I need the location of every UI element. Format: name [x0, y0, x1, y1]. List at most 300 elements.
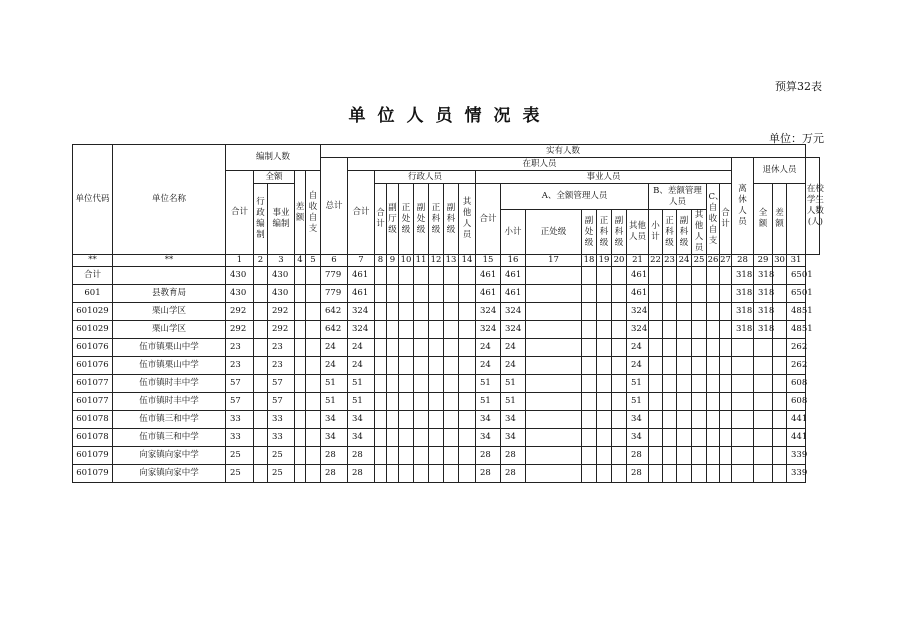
unit-name-cell: 向家镇向家中学	[113, 447, 226, 465]
value-cell	[526, 357, 582, 375]
value-cell	[375, 447, 387, 465]
value-cell: 461	[501, 285, 526, 303]
value-cell: 642	[321, 303, 348, 321]
value-cell	[707, 357, 720, 375]
value-cell	[399, 285, 414, 303]
value-cell	[677, 465, 692, 483]
value-cell	[677, 303, 692, 321]
value-cell	[582, 321, 597, 339]
table-row	[73, 411, 820, 429]
header-shiye: 事业人员	[476, 171, 732, 184]
value-cell: 51	[501, 393, 526, 411]
value-cell	[306, 267, 321, 285]
value-cell	[429, 285, 444, 303]
value-cell	[306, 465, 321, 483]
value-cell: 24	[627, 339, 649, 357]
value-cell	[582, 393, 597, 411]
unit-code-cell: 601077	[73, 393, 113, 411]
value-cell	[459, 267, 476, 285]
value-cell: 33	[268, 411, 295, 429]
value-cell	[582, 357, 597, 375]
value-cell	[663, 375, 677, 393]
header-bz-self: 自收自支	[306, 171, 321, 255]
value-cell	[732, 375, 754, 393]
table-row	[73, 321, 820, 339]
header-tuixiu: 退休人员	[754, 158, 806, 184]
value-cell: 24	[321, 339, 348, 357]
value-cell: 339	[787, 447, 806, 465]
unit-name-cell: 向家镇向家中学	[113, 465, 226, 483]
value-cell	[720, 339, 732, 357]
unit-name-cell: 伍市镇时丰中学	[113, 375, 226, 393]
value-cell: 292	[268, 303, 295, 321]
value-cell: 461	[348, 285, 375, 303]
header-bz-full: 全额	[254, 171, 295, 184]
value-cell	[399, 357, 414, 375]
value-cell	[707, 429, 720, 447]
index-cell: 3	[268, 255, 295, 267]
header-quane-mgmt: A、全额管理人员	[501, 184, 649, 210]
value-cell: 28	[476, 465, 501, 483]
value-cell	[649, 285, 663, 303]
value-cell	[597, 285, 612, 303]
table-row	[73, 375, 820, 393]
value-cell	[582, 303, 597, 321]
value-cell	[597, 393, 612, 411]
value-cell	[707, 321, 720, 339]
value-cell	[444, 303, 459, 321]
header-xz-fuchu: 副处级	[414, 184, 429, 255]
value-cell	[612, 411, 627, 429]
value-cell	[375, 429, 387, 447]
value-cell	[429, 429, 444, 447]
value-cell: 34	[627, 411, 649, 429]
value-cell	[295, 375, 306, 393]
value-cell	[526, 339, 582, 357]
header-tx-total: 合计	[720, 184, 732, 255]
value-cell	[306, 447, 321, 465]
value-cell	[597, 321, 612, 339]
form-code: 预算32表	[775, 80, 822, 93]
header-students: 在校学生人数(人)	[806, 158, 820, 255]
value-cell	[444, 465, 459, 483]
value-cell: 57	[268, 375, 295, 393]
header-unit-code: 单位代码	[73, 145, 113, 255]
value-cell	[773, 429, 787, 447]
value-cell	[582, 411, 597, 429]
value-cell	[597, 465, 612, 483]
header-qa-zhengke: 正科级	[597, 210, 612, 255]
value-cell	[612, 285, 627, 303]
value-cell	[399, 393, 414, 411]
table-row	[73, 393, 820, 411]
value-cell	[429, 303, 444, 321]
value-cell	[692, 411, 707, 429]
value-cell	[387, 267, 399, 285]
value-cell	[582, 339, 597, 357]
value-cell	[773, 375, 787, 393]
value-cell	[306, 429, 321, 447]
unit-code-cell: 601077	[73, 375, 113, 393]
value-cell	[444, 357, 459, 375]
index-cell: 11	[414, 255, 429, 267]
index-cell: 23	[664, 255, 675, 265]
value-cell: 57	[268, 393, 295, 411]
index-cell: 8	[375, 255, 387, 267]
value-cell	[692, 339, 707, 357]
table-row	[73, 429, 820, 447]
value-cell: 262	[787, 357, 806, 375]
header-ce-sub: 小计	[649, 210, 663, 255]
value-cell: 461	[476, 285, 501, 303]
value-cell: 23	[226, 339, 254, 357]
table-row	[73, 339, 820, 357]
value-cell: 51	[348, 393, 375, 411]
unit-note: 单位：万元	[769, 132, 824, 145]
value-cell: 608	[787, 375, 806, 393]
header-tx-full: 全额	[754, 184, 773, 255]
value-cell: 28	[501, 465, 526, 483]
value-cell	[597, 375, 612, 393]
report-title: 单位人员情况表	[348, 106, 552, 126]
value-cell: 25	[226, 465, 254, 483]
value-cell	[720, 285, 732, 303]
table-header	[73, 145, 824, 255]
value-cell	[692, 465, 707, 483]
value-cell	[773, 303, 787, 321]
header-qa-other: 其他人员	[627, 210, 649, 255]
value-cell	[459, 357, 476, 375]
value-cell	[597, 339, 612, 357]
value-cell	[707, 303, 720, 321]
value-cell	[444, 321, 459, 339]
value-cell	[677, 393, 692, 411]
value-cell: 24	[501, 339, 526, 357]
value-cell: 28	[627, 465, 649, 483]
header-qa-fuke: 副科级	[612, 210, 627, 255]
value-cell	[732, 429, 754, 447]
value-cell	[707, 285, 720, 303]
value-cell	[732, 447, 754, 465]
value-cell	[414, 303, 429, 321]
value-cell	[720, 357, 732, 375]
value-cell	[254, 321, 268, 339]
index-cell: 18	[582, 255, 597, 267]
value-cell	[773, 393, 787, 411]
value-cell	[387, 303, 399, 321]
header-bz-shiye: 事业编制	[268, 184, 295, 255]
value-cell	[754, 447, 773, 465]
value-cell: 51	[348, 375, 375, 393]
value-cell	[254, 267, 268, 285]
value-cell	[429, 393, 444, 411]
value-cell	[444, 267, 459, 285]
header-tx-diff: 差额	[773, 184, 787, 255]
unit-name-cell: 县教育局	[113, 285, 226, 303]
value-cell	[429, 357, 444, 375]
unit-name-cell: 伍市镇三和中学	[113, 429, 226, 447]
value-cell	[754, 357, 773, 375]
value-cell: 51	[627, 393, 649, 411]
index-cell: 22	[650, 255, 661, 265]
value-cell	[649, 411, 663, 429]
header-xz-futing: 副厅级	[387, 184, 399, 255]
value-cell: 34	[476, 411, 501, 429]
value-cell	[295, 429, 306, 447]
index-cell: 7	[348, 255, 375, 267]
value-cell: 34	[501, 429, 526, 447]
value-cell	[387, 321, 399, 339]
header-xz-other: 其他人员	[459, 184, 476, 255]
value-cell	[375, 285, 387, 303]
index-cell: 14	[459, 255, 476, 267]
unit-code-cell: 601079	[73, 465, 113, 483]
value-cell	[720, 393, 732, 411]
value-cell	[459, 447, 476, 465]
value-cell	[649, 393, 663, 411]
header-unit-name: 单位名称	[113, 145, 226, 255]
index-cell: 28	[732, 255, 754, 267]
value-cell: 24	[476, 357, 501, 375]
unit-name-cell: 伍市镇时丰中学	[113, 393, 226, 411]
value-cell	[663, 393, 677, 411]
value-cell	[692, 447, 707, 465]
value-cell: 28	[627, 447, 649, 465]
value-cell	[387, 465, 399, 483]
value-cell: 23	[268, 339, 295, 357]
value-cell	[707, 339, 720, 357]
value-cell: 24	[627, 357, 649, 375]
value-cell	[459, 321, 476, 339]
value-cell	[306, 411, 321, 429]
value-cell: 292	[226, 303, 254, 321]
value-cell	[773, 267, 787, 285]
header-bz-diff: 差额	[295, 171, 306, 255]
column-index-row	[73, 255, 820, 267]
value-cell	[414, 447, 429, 465]
value-cell	[399, 411, 414, 429]
value-cell: 324	[627, 303, 649, 321]
header-qa-zhengchu: 正处级	[526, 210, 582, 255]
value-cell: 28	[348, 465, 375, 483]
value-cell	[254, 375, 268, 393]
value-cell	[773, 357, 787, 375]
value-cell: 292	[226, 321, 254, 339]
index-cell: 1	[226, 255, 254, 267]
value-cell	[649, 339, 663, 357]
value-cell	[375, 393, 387, 411]
value-cell	[663, 429, 677, 447]
value-cell: 292	[268, 321, 295, 339]
value-cell	[720, 267, 732, 285]
value-cell	[429, 321, 444, 339]
personnel-table	[72, 144, 824, 483]
value-cell	[254, 303, 268, 321]
value-cell	[414, 285, 429, 303]
value-cell	[649, 465, 663, 483]
value-cell	[375, 321, 387, 339]
value-cell: 34	[321, 429, 348, 447]
table-row	[73, 447, 820, 465]
value-cell	[649, 303, 663, 321]
value-cell	[649, 375, 663, 393]
value-cell: 324	[348, 321, 375, 339]
value-cell	[707, 447, 720, 465]
value-cell	[707, 411, 720, 429]
value-cell: 24	[476, 339, 501, 357]
header-xz-zhengchu: 正处级	[399, 184, 414, 255]
value-cell	[677, 285, 692, 303]
value-cell	[429, 447, 444, 465]
value-cell	[663, 303, 677, 321]
index-cell: 16	[501, 255, 526, 267]
value-cell	[295, 411, 306, 429]
value-cell	[677, 375, 692, 393]
value-cell	[254, 429, 268, 447]
value-cell	[459, 411, 476, 429]
value-cell	[254, 465, 268, 483]
value-cell: 461	[627, 285, 649, 303]
index-cell: 25	[692, 255, 707, 267]
value-cell	[663, 447, 677, 465]
value-cell	[612, 267, 627, 285]
unit-name-cell: 伍市镇栗山中学	[113, 357, 226, 375]
value-cell	[612, 447, 627, 465]
unit-name-cell: 栗山学区	[113, 303, 226, 321]
value-cell	[582, 267, 597, 285]
value-cell	[707, 375, 720, 393]
value-cell	[375, 357, 387, 375]
value-cell	[663, 465, 677, 483]
value-cell: 430	[226, 267, 254, 285]
table-row	[73, 465, 820, 483]
header-bianzhi: 编制人数	[226, 145, 321, 171]
value-cell	[663, 357, 677, 375]
value-cell	[387, 429, 399, 447]
index-cell: 6	[321, 255, 348, 267]
header-xz-fuke: 副科级	[444, 184, 459, 255]
value-cell: 324	[476, 303, 501, 321]
value-cell: 28	[321, 447, 348, 465]
value-cell: 4851	[787, 303, 806, 321]
value-cell: 318	[754, 303, 773, 321]
value-cell: 33	[226, 411, 254, 429]
index-cell: 30	[774, 255, 785, 265]
value-cell: 24	[348, 339, 375, 357]
value-cell	[414, 375, 429, 393]
value-cell	[399, 447, 414, 465]
value-cell	[692, 393, 707, 411]
value-cell	[429, 465, 444, 483]
header-chae-mgmt: B、差额管理人员	[649, 184, 707, 210]
index-cell: 27	[720, 255, 731, 265]
index-cell: 20	[612, 255, 627, 267]
value-cell	[597, 357, 612, 375]
value-cell	[306, 393, 321, 411]
value-cell	[692, 267, 707, 285]
header-sy-total: 合计	[476, 184, 501, 255]
value-cell	[582, 429, 597, 447]
value-cell	[254, 357, 268, 375]
value-cell	[732, 393, 754, 411]
value-cell	[429, 411, 444, 429]
value-cell: 25	[226, 447, 254, 465]
value-cell: 34	[627, 429, 649, 447]
value-cell	[612, 321, 627, 339]
value-cell	[375, 267, 387, 285]
value-cell: 318	[754, 285, 773, 303]
value-cell	[663, 321, 677, 339]
value-cell: 34	[476, 429, 501, 447]
value-cell	[254, 339, 268, 357]
value-cell	[387, 393, 399, 411]
value-cell	[773, 447, 787, 465]
unit-name-cell	[113, 267, 226, 285]
unit-code-cell: 601076	[73, 357, 113, 375]
value-cell: 33	[226, 429, 254, 447]
value-cell: 318	[732, 303, 754, 321]
value-cell	[526, 285, 582, 303]
value-cell	[399, 465, 414, 483]
header-ce-other: 其他人员	[692, 210, 707, 255]
table-row	[73, 357, 820, 375]
value-cell	[306, 339, 321, 357]
value-cell: 33	[268, 429, 295, 447]
value-cell	[663, 267, 677, 285]
value-cell: 608	[787, 393, 806, 411]
value-cell	[582, 465, 597, 483]
value-cell	[459, 339, 476, 357]
value-cell	[459, 375, 476, 393]
table-row	[73, 267, 820, 285]
value-cell: 4851	[787, 321, 806, 339]
value-cell: 324	[476, 321, 501, 339]
value-cell	[306, 375, 321, 393]
value-cell	[612, 339, 627, 357]
value-cell	[375, 465, 387, 483]
value-cell	[732, 411, 754, 429]
value-cell	[295, 285, 306, 303]
value-cell	[692, 375, 707, 393]
value-cell: 6501	[787, 267, 806, 285]
value-cell	[254, 393, 268, 411]
value-cell	[692, 303, 707, 321]
value-cell	[677, 321, 692, 339]
value-cell	[429, 267, 444, 285]
value-cell	[444, 393, 459, 411]
unit-name-cell: 栗山学区	[113, 321, 226, 339]
value-cell: 51	[627, 375, 649, 393]
value-cell	[399, 321, 414, 339]
value-cell	[526, 375, 582, 393]
value-cell	[582, 447, 597, 465]
value-cell: 642	[321, 321, 348, 339]
value-cell	[720, 375, 732, 393]
value-cell	[773, 321, 787, 339]
value-cell	[387, 411, 399, 429]
value-cell	[707, 267, 720, 285]
index-row	[73, 255, 820, 267]
value-cell	[720, 411, 732, 429]
value-cell	[295, 357, 306, 375]
value-cell	[582, 285, 597, 303]
value-cell	[773, 411, 787, 429]
value-cell	[663, 411, 677, 429]
value-cell	[612, 375, 627, 393]
header-ce-zhengke: 正科级	[663, 210, 677, 255]
value-cell	[429, 339, 444, 357]
value-cell	[707, 393, 720, 411]
